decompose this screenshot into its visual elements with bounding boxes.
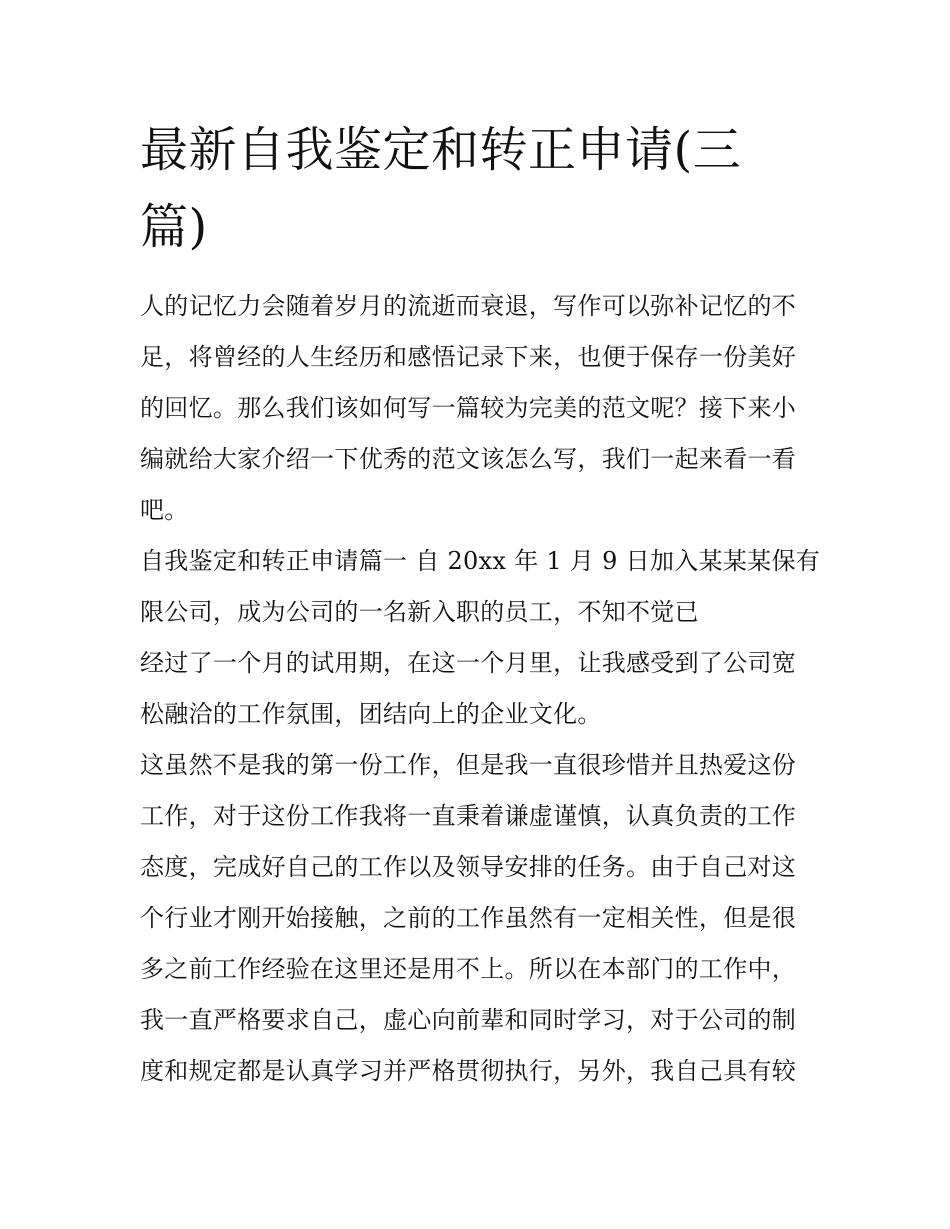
text-line: 个行业才刚开始接触，之前的工作虽然有一定相关性，但是很 bbox=[140, 904, 797, 932]
title-line: 篇) bbox=[140, 199, 208, 255]
title-line: 最新自我鉴定和转正申请(三 bbox=[140, 122, 742, 178]
text-line: 态度，完成好自己的工作以及领导安排的任务。由于自己对这 bbox=[140, 853, 797, 881]
text-line: 我一直严格要求自己，虚心向前辈和同时学习，对于公司的制 bbox=[140, 1006, 797, 1034]
text-line: 松融洽的工作氛围，团结向上的企业文化。 bbox=[140, 700, 602, 728]
text-line: 工作，对于这份工作我将一直秉着谦虚谨慎，认真负责的工作 bbox=[140, 802, 797, 830]
text-line: 足，将曾经的人生经历和感悟记录下来，也便于保存一份美好 bbox=[140, 343, 797, 371]
text-line: 多之前工作经验在这里还是用不上。所以在本部门的工作中， bbox=[140, 955, 797, 983]
document-title bbox=[140, 112, 820, 266]
text-line: 自我鉴定和转正申请篇一 自 20xx 年 1 月 9 日加入某某某保有 bbox=[140, 547, 821, 575]
document-body bbox=[140, 281, 820, 1097]
text-line: 的回忆。那么我们该如何写一篇较为完美的范文呢？接下来小 bbox=[140, 394, 797, 422]
text-line: 度和规定都是认真学习并严格贯彻执行，另外，我自己具有较 bbox=[140, 1057, 797, 1085]
text-line: 限公司，成为公司的一名新入职的员工，不知不觉已 bbox=[140, 598, 699, 626]
text-line: 人的记忆力会随着岁月的流逝而衰退，写作可以弥补记忆的不 bbox=[140, 292, 797, 320]
text-line: 经过了一个月的试用期，在这一个月里，让我感受到了公司宽 bbox=[140, 649, 797, 677]
text-line: 编就给大家介绍一下优秀的范文该怎么写，我们一起来看一看 bbox=[140, 445, 797, 473]
text-line: 吧。 bbox=[140, 496, 189, 524]
text-line: 这虽然不是我的第一份工作，但是我一直很珍惜并且热爱这份 bbox=[140, 751, 797, 779]
